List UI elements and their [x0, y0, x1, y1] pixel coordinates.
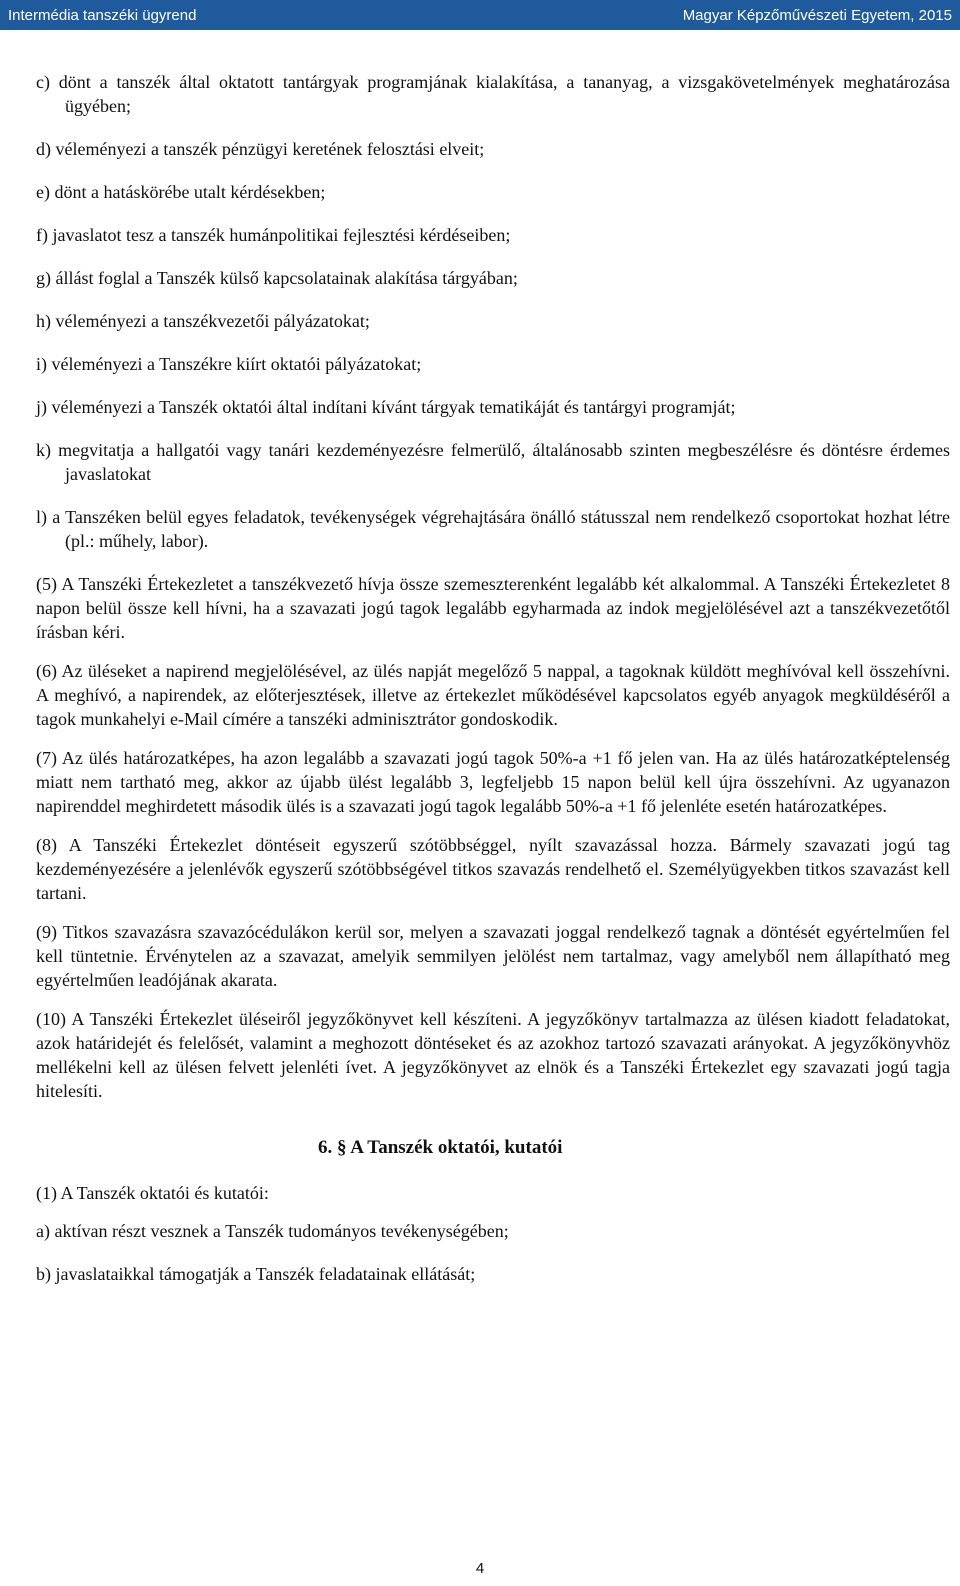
- section-intro: (1) A Tanszék oktatói és kutatói:: [36, 1183, 269, 1203]
- paragraph-5: (5) A Tanszéki Értekezletet a tanszékvezető hívja össze szemeszterenként legalább két alkalommal. A Tanszéki Értekezletet 8 napon belül össze kell hívni, ha a szavazati jogú tagok legalább egyharmada az indok megjelölésével azt a tanszékvezetőtől írásban kéri.: [36, 574, 950, 642]
- paragraph-8: (8) A Tanszéki Értekezlet döntéseit egyszerű szótöbbséggel, nyílt szavazással hozza. Bármely szavazati jogú tag kezdeményezésére a jelenlévők egyszerű szótöbbségével titkos szavazás rendelhető el. Személyügyekben titkos szavazást kell tartani.: [36, 835, 950, 903]
- header-document-title: Intermédia tanszéki ügyrend: [8, 6, 197, 24]
- list-item-f: f) javaslatot tesz a tanszék humánpolitikai fejlesztési kérdéseiben;: [36, 225, 511, 245]
- document-body: [36, 70, 950, 1305]
- list-item-j: j) véleményezi a Tanszék oktatói által indítani kívánt tárgyak tematikáját és tantárgyi programját;: [36, 397, 736, 417]
- section-list-item-b: b) javaslataikkal támogatják a Tanszék feladatainak ellátását;: [36, 1264, 476, 1284]
- paragraph-7: (7) Az ülés határozatképes, ha azon legalább a szavazati jogú tagok 50%-a +1 fő jelen van. Ha az ülés határozatképtelenség miatt nem tartható meg, akkor az újabb ülést legalább 3, legfeljebb 15 napon belül kell újra összehívni. Az ugyanazon napirenddel meghirdetett második ülés is a szavazati jogú tagok legalább 50%-a +1 fő jelenléte esetén határozatképes.: [36, 748, 950, 816]
- list-item-h: h) véleményezi a tanszékvezetői pályázatokat;: [36, 311, 370, 331]
- list-item-g: g) állást foglal a Tanszék külső kapcsolatainak alakítása tárgyában;: [36, 268, 518, 288]
- list-item-c: c) dönt a tanszék által oktatott tantárgyak programjának kialakítása, a tananyag, a vizsgakövetelmények meghatározása ügyében;: [36, 72, 950, 116]
- list-item-d: d) véleményezi a tanszék pénzügyi keretének felosztási elveit;: [36, 139, 485, 159]
- list-item-i: i) véleményezi a Tanszékre kiírt oktatói pályázatokat;: [36, 354, 422, 374]
- section-heading: 6. § A Tanszék oktatói, kutatói: [318, 1137, 563, 1158]
- paragraph-10: (10) A Tanszéki Értekezlet üléseiről jegyzőkönyvet kell készíteni. A jegyzőkönyv tartalmazza az ülésen kiadott feladatokat, azok határidejét és felelősét, valamint a meghozott döntéseket és az azokhoz tartozó szavazati arányokat. A jegyzőkönyvhöz mellékelni kell az ülésen felvett jelenléti ívet. A jegyzőkönyvet az elnök és a Tanszéki Értekezlet egy szavazati jogú tagja hitelesíti.: [36, 1009, 950, 1101]
- list-item-l: l) a Tanszéken belül egyes feladatok, tevékenységek végrehajtására önálló státusszal nem rendelkező csoportokat hozhat létre (pl.: műhely, labor).: [36, 507, 950, 551]
- page-number: 4: [475, 1560, 485, 1577]
- list-item-e: e) dönt a hatáskörébe utalt kérdésekben;: [36, 182, 326, 202]
- paragraph-6: (6) Az üléseket a napirend megjelölésével, az ülés napját megelőző 5 nappal, a tagoknak küldött meghívóval kell összehívni. A meghívó, a napirendek, az előterjesztések, illetve az értekezlet működésével kapcsolatos egyéb anyagok megküldéséről a tagok munkahelyi e-Mail címére a tanszéki adminisztrátor gondoskodik.: [36, 661, 950, 729]
- paragraph-9: (9) Titkos szavazásra szavazócédulákon kerül sor, melyen a szavazati joggal rendelkező tagnak a döntését egyértelműen fel kell tüntetnie. Érvénytelen az a szavazat, amelyik semmilyen jelölést nem tartalmaz, vagy amelyből nem állapítható meg egyértelműen leadójának akarata.: [36, 922, 950, 990]
- header-institution: Magyar Képzőművészeti Egyetem, 2015: [682, 6, 952, 24]
- page-header: [0, 0, 960, 30]
- section-list-item-a: a) aktívan részt vesznek a Tanszék tudományos tevékenységében;: [36, 1221, 509, 1241]
- list-item-k: k) megvitatja a hallgatói vagy tanári kezdeményezésre felmerülő, általánosabb szinten megbeszélésre és döntésre érdemes javaslatokat: [36, 440, 950, 484]
